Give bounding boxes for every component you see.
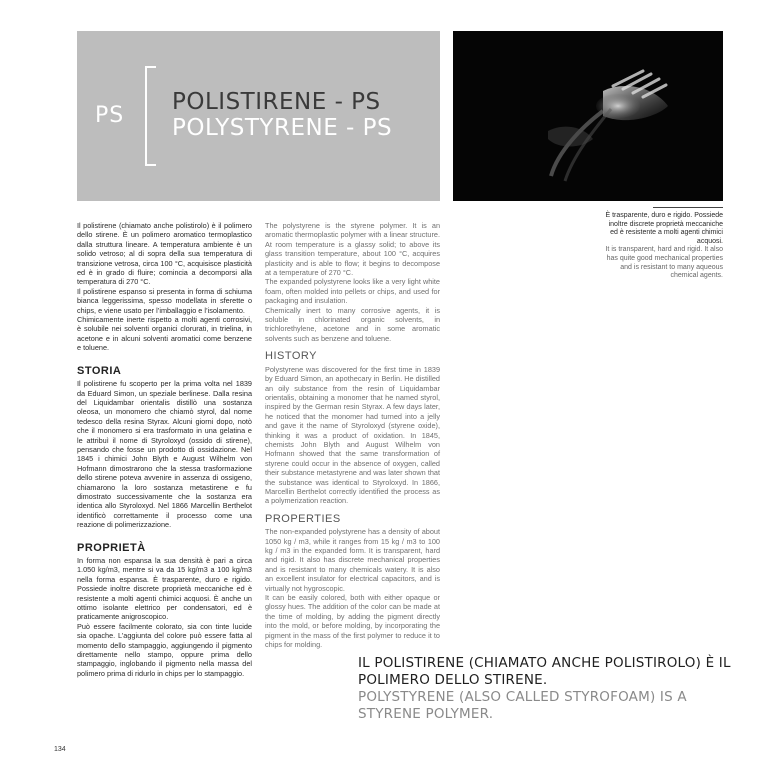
italian-column xyxy=(77,221,252,678)
properties-paragraph: In forma non espansa la sua densità è pari a circa 1.050 kg/m3, mentre si va da 15 kg/m3 a 100 kg/m3 nella forma espansa. È trasparente, duro e rigido. Possiede inoltre discrete proprietà meccaniche ed è resistente a molti agenti chimici acquosi. È anche un ottimo isolante elettrico per condensatori, ed è praticamente anigroscopico. xyxy=(77,556,252,622)
english-column xyxy=(265,221,440,649)
caption-english: It is transparent, hard and rigid. It also has quite good mechanical properties and is resistant to many aqueous chemical agents. xyxy=(605,246,723,280)
product-photo xyxy=(453,31,723,201)
material-abbreviation: PS xyxy=(95,103,125,128)
photo-caption xyxy=(600,212,723,281)
quote-english: POLYSTYRENE (ALSO CALLED STYROFOAM) IS A STYRENE POLYMER. xyxy=(358,689,687,722)
intro-paragraph: Chemically inert to many corrosive agents, it is soluble in chlorinated organic solvents, in trichlorethylene, acetone and in some aromatic solvents such as benzene and toluene. xyxy=(265,305,440,343)
quote-italian: IL POLISTIRENE (CHIAMATO ANCHE POLISTIROLO) È IL POLIMERO DELLO STIRENE. xyxy=(358,655,731,688)
properties-heading: PROPRIETÀ xyxy=(77,541,146,554)
intro-paragraph: Il polistirene (chiamato anche polistirolo) è il polimero dello stirene. È un polimero aromatico termoplastico dalla struttura lineare. A temperatura ambiente è un solido vetroso; al di sopra della sua temperatura di transizione vetrosa, circa 100 °C, acquisisce plasticità ed è in grado di fluire; comincia a decomporsi alla temperatura di 270 °C. xyxy=(77,221,252,287)
caption-rule xyxy=(653,207,723,208)
properties-paragraph: It can be easily colored, both with either opaque or glossy hues. The addition of the color can be made at the time of molding, by adding the pigment directly into the mold, or before molding, by incorporating the pigment in the mass of the first polymer to reduce it to chips for molding. xyxy=(265,593,440,650)
intro-paragraph: The polystyrene is the styrene polymer. It is an aromatic thermoplastic polymer with a linear structure. At room temperature is a glassy solid; to above its glass transition temperature, about 100 °C, acquires plasticity and is able to flow; it begins to decompose at a temperature of 270 °C. xyxy=(265,221,440,278)
intro-paragraph: Chimicamente inerte rispetto a molti agenti corrosivi, è solubile nei solventi organici clorurati, in trielina, in acetone e in alcuni solventi aromatici come benzene e toluene. xyxy=(77,315,252,353)
title-italian: POLISTIRENE - PS xyxy=(172,89,381,115)
intro-paragraph: The expanded polystyrene looks like a very light white foam, often molded into pellets or chips, and used for packaging and insulation. xyxy=(265,277,440,306)
caption-italian: È trasparente, duro e rigido. Possiede inoltre discrete proprietà meccaniche ed è resistente a molti agenti chimici acquosi. xyxy=(605,212,723,245)
translucent-forks-image xyxy=(453,31,723,201)
history-heading: STORIA xyxy=(77,364,122,377)
page-number: 134 xyxy=(54,746,66,753)
history-heading: HISTORY xyxy=(265,350,317,363)
properties-paragraph: The non-expanded polystyrene has a density of about 1050 kg / m3, while it ranges from 15 kg / m3 to 100 kg / m3 in the expanded form. It is transparent, hard and rigid. It also has discrete mechanical properties and is resistant to many chemicals watery. It is also an excellent insulator for electrical capacitors, and is virtually not hygroscopic. xyxy=(265,527,440,593)
history-paragraph: Polystyrene was discovered for the first time in 1839 by Eduard Simon, an apothecary in Berlin. He distilled an oily substance from the resin of Liquidambar orientalis, obtaining a monomer that he named styrol, inspired by the German resin Styrax. A few days later, he noticed that the monomer had turned into a jelly and gave it the name of Styroloxyd (styrene oxide), thinking it was a product of oxidation. In 1845, chemists John Blyth and August Wilhelm von Hofmann showed that the same transformation of styrene could occur in the absence of oxygen, called their substance metastyrene and was later shown that the substance was identical to Styroloxyd. In 1866, Marcellin Berthelot correctly identified the process as a polymerization reaction. xyxy=(265,364,440,506)
properties-paragraph: Può essere facilmente colorato, sia con tinte lucide sia opache. L’aggiunta del colore può essere fatta al momento dello stampaggio, aggiungendo il pigmento direttamente nello stampo, oppure prima dello stampaggio, inglobando il pigmento nella massa del polimero prima di ridurlo in chips per lo stampaggio. xyxy=(77,621,252,678)
properties-heading: PROPERTIES xyxy=(265,512,341,525)
bracket-decoration xyxy=(145,66,156,166)
pull-quote xyxy=(358,655,738,723)
history-paragraph: Il polistirene fu scoperto per la prima volta nel 1839 da Eduard Simon, un speziale berlinese. Dalla resina del Liquidambar orientalis distillò una sostanza oleosa, un monomero che chiamò styrol, dal nome tedesco della resina Styrax. Alcuni giorni dopo, notò che il monomero si era trasformato in una gelatina e le attribuì il nome di Styroloxyd (ossido di stirene), pensando che fosse un prodotto di ossidazione. Nel 1845 i chimici John Blyth e August Wilhelm von Hofmann dimostrarono che la stessa trasformazione dello stirene poteva avvenire in assenza di ossigeno, chiamarono la loro sostanza metastirene e fu dimostrato successivamente che la sostanza era identica allo Styroloxyd. Nel 1866 Marcellin Berthelot identificò correttamente il processo come una reazione di polimerizzazione. xyxy=(77,379,252,530)
title-english: POLYSTYRENE - PS xyxy=(172,115,393,141)
intro-paragraph: Il polistirene espanso si presenta in forma di schiuma bianca leggerissima, spesso modellata in sferette o chips, e viene usato per l’imballaggio e l’isolamento. xyxy=(77,286,252,315)
